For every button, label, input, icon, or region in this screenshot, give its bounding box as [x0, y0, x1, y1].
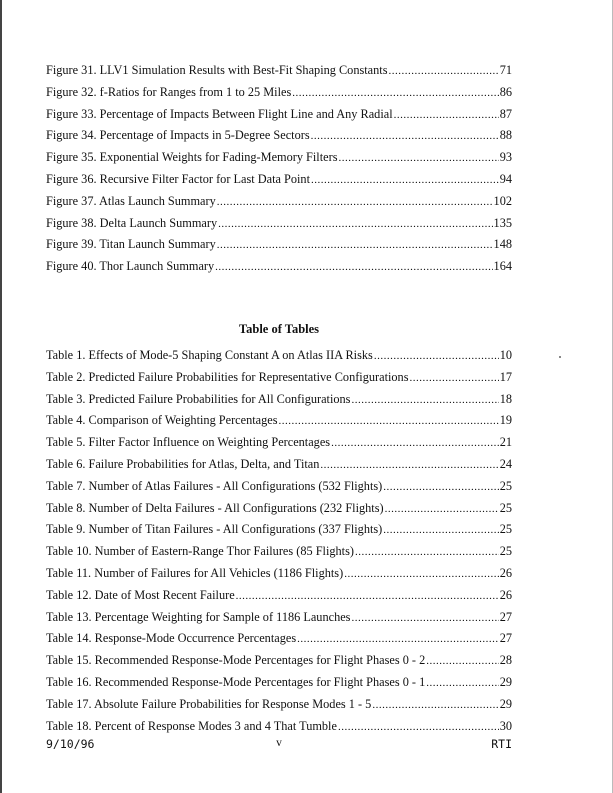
figure-entry-page: 88: [499, 128, 512, 143]
dot-leader: [292, 83, 498, 105]
dot-leader: [344, 564, 499, 586]
figure-entry-page: 87: [499, 106, 512, 121]
table-entry-title: Table 3. Predicted Failure Probabilities for All Configurations: [46, 391, 351, 406]
dot-leader: [383, 520, 498, 542]
table-entry-title: Table 10. Number of Eastern-Range Thor Failures (85 Flights): [46, 544, 354, 559]
table-entry[interactable]: [46, 345, 512, 367]
dot-leader: [351, 390, 498, 412]
table-entry[interactable]: [46, 476, 512, 498]
dot-leader: [355, 542, 499, 564]
dot-leader: [217, 192, 493, 214]
table-entry-title: Table 15. Recommended Response-Mode Percentages for Flight Phases 0 - 2: [46, 653, 426, 668]
table-entry[interactable]: [46, 672, 512, 694]
table-entry-title: Table 17. Absolute Failure Probabilities for Response Modes 1 - 5: [46, 696, 372, 711]
figure-entry[interactable]: [46, 169, 512, 191]
dot-leader: [279, 411, 499, 433]
dot-leader: [311, 126, 499, 148]
figure-entry[interactable]: [46, 191, 512, 213]
figure-entry[interactable]: [46, 147, 512, 169]
table-entry-page: 25: [499, 544, 512, 559]
table-entry[interactable]: [46, 650, 512, 672]
table-entry-page: 25: [499, 522, 512, 537]
footer-page-number: v: [276, 737, 282, 749]
table-entry[interactable]: [46, 519, 512, 541]
table-entry-page: 10: [499, 348, 512, 362]
figure-entry[interactable]: [46, 213, 512, 235]
figure-entry-page: 135: [493, 215, 512, 230]
figure-entry[interactable]: [46, 82, 512, 104]
table-entry-page: 30: [499, 718, 512, 733]
dot-leader: [426, 673, 498, 695]
table-entry[interactable]: [46, 541, 512, 563]
dot-leader: [338, 717, 499, 739]
table-entry-title: Table 14. Response-Mode Occurrence Percentages: [46, 631, 297, 646]
table-entry[interactable]: [46, 432, 512, 454]
table-entry-page: 29: [499, 696, 512, 711]
dot-leader: [320, 455, 498, 477]
figure-entry-page: 148: [493, 237, 512, 252]
dot-leader: [236, 586, 499, 608]
table-entry[interactable]: [46, 389, 512, 411]
figure-entry-page: 94: [499, 171, 512, 186]
table-entry-title: Table 12. Date of Most Recent Failure: [46, 587, 235, 602]
figure-entry-title: Figure 39. Titan Launch Summary: [46, 237, 216, 252]
table-entry[interactable]: [46, 716, 512, 738]
table-entry-page: 29: [499, 674, 512, 689]
dot-leader: [331, 433, 499, 455]
figure-entry[interactable]: [46, 104, 512, 126]
figure-entry-title: Figure 40. Thor Launch Summary: [46, 259, 215, 274]
table-entry-page: 26: [499, 587, 512, 602]
figure-entry[interactable]: [46, 60, 512, 82]
footer-org: RTI: [491, 737, 512, 751]
table-entry-page: 26: [499, 565, 512, 580]
footer-date: 9/10/96: [46, 737, 95, 751]
figure-entry-page: 86: [499, 84, 512, 99]
table-entry[interactable]: [46, 585, 512, 607]
figure-entry-title: Figure 34. Percentage of Impacts in 5-Degree Sectors: [46, 128, 310, 143]
dot-leader: [389, 61, 499, 83]
figure-entry-title: Figure 32. f-Ratios for Ranges from 1 to 25 Miles: [46, 84, 292, 99]
dot-leader: [215, 257, 492, 279]
dot-leader: [394, 105, 499, 127]
dot-leader: [385, 499, 499, 521]
table-entry-title: Table 4. Comparison of Weighting Percentages: [46, 413, 278, 428]
figure-entry-title: Figure 38. Delta Launch Summary: [46, 215, 218, 230]
figure-entry[interactable]: [46, 256, 512, 278]
dot-leader: [217, 235, 493, 257]
dot-leader: [410, 368, 499, 390]
table-entry-page: 25: [499, 500, 512, 515]
table-entry-page: 17: [499, 369, 512, 384]
figure-entry-title: Figure 31. LLV1 Simulation Results with Best-Fit Shaping Constants: [46, 63, 388, 77]
figure-entry-title: Figure 33. Percentage of Impacts Between Flight Line and Any Radial: [46, 106, 393, 121]
table-entry[interactable]: [46, 454, 512, 476]
table-entry-page: 27: [499, 631, 512, 646]
dot-leader: [218, 214, 492, 236]
tables-heading: Table of Tables: [238, 322, 320, 336]
table-entry-page: 19: [499, 413, 512, 428]
page-left-edge: [0, 0, 2, 793]
table-entry-title: Table 2. Predicted Failure Probabilities for Representative Configurations: [46, 369, 409, 384]
dot-leader: [338, 148, 498, 170]
table-entry-title: Table 7. Number of Atlas Failures - All Configurations (532 Flights): [46, 478, 383, 493]
figure-entry-page: 102: [493, 193, 512, 208]
table-entry-page: 28: [499, 653, 512, 668]
table-entry[interactable]: [46, 410, 512, 432]
table-entry[interactable]: [46, 628, 512, 650]
table-entry-title: Table 13. Percentage Weighting for Sample of 1186 Launches: [46, 609, 351, 624]
figure-entry-title: Figure 37. Atlas Launch Summary: [46, 193, 216, 208]
table-entry-page: 25: [499, 478, 512, 493]
figure-entry-page: 93: [499, 150, 512, 165]
figure-entry-page: 71: [499, 63, 512, 77]
table-entry-title: Table 8. Number of Delta Failures - All Configurations (232 Flights): [46, 500, 384, 515]
table-entry[interactable]: [46, 607, 512, 629]
table-entry[interactable]: [46, 563, 512, 585]
figure-entry[interactable]: [46, 234, 512, 256]
table-entry-title: Table 6. Failure Probabilities for Atlas, Delta, and Titan: [46, 456, 320, 471]
table-entry-title: Table 9. Number of Titan Failures - All Configurations (337 Flights): [46, 522, 383, 537]
table-entry[interactable]: [46, 498, 512, 520]
dot-leader: [297, 629, 499, 651]
figure-entry-title: Figure 35. Exponential Weights for Fading-Memory Filters: [46, 150, 338, 165]
table-entry-page: 18: [499, 391, 512, 406]
dot-leader: [383, 477, 498, 499]
table-entry[interactable]: [46, 367, 512, 389]
dot-leader: [311, 170, 499, 192]
table-entry-page: 27: [499, 609, 512, 624]
tables-list: [46, 345, 512, 737]
figure-entry[interactable]: [46, 125, 512, 147]
figure-entry-title: Figure 36. Recursive Filter Factor for Last Data Point: [46, 171, 310, 186]
table-entry[interactable]: [46, 694, 512, 716]
table-entry-title: Table 16. Recommended Response-Mode Percentages for Flight Phases 0 - 1: [46, 674, 426, 689]
table-entry-title: Table 5. Filter Factor Influence on Weighting Percentages: [46, 435, 331, 450]
scan-speck: [559, 356, 561, 358]
table-entry-title: Table 1. Effects of Mode-5 Shaping Constant A on Atlas IIA Risks: [46, 348, 373, 362]
dot-leader: [372, 695, 498, 717]
table-entry-page: 21: [499, 435, 512, 450]
dot-leader: [426, 651, 498, 673]
figures-list: [46, 60, 512, 278]
table-entry-title: Table 11. Number of Failures for All Vehicles (1186 Flights): [46, 565, 344, 580]
table-entry-page: 24: [499, 456, 512, 471]
dot-leader: [351, 608, 498, 630]
dot-leader: [374, 346, 499, 368]
table-entry-title: Table 18. Percent of Response Modes 3 and 4 That Tumble: [46, 718, 337, 733]
figure-entry-page: 164: [493, 259, 512, 274]
